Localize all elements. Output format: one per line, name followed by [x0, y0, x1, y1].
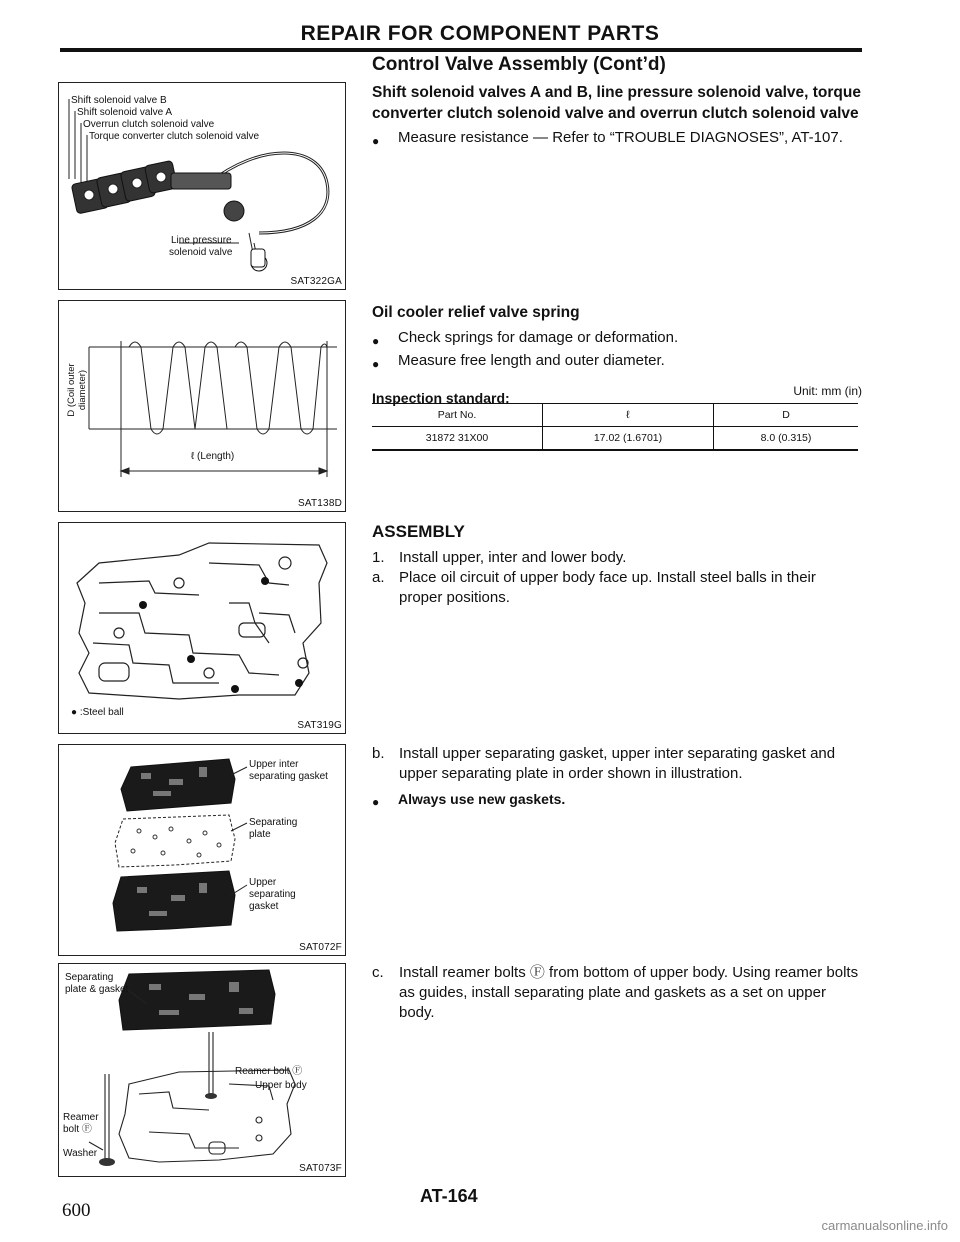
figure-reamer-bolts	[58, 963, 346, 1177]
oil-cooler-bullet-1	[372, 328, 862, 351]
table-cell-part-no: 31872 31X00	[425, 432, 489, 444]
table-header-diameter: D	[714, 404, 859, 427]
step-b-label: b.	[372, 745, 385, 762]
label-line-pressure: Line pressure	[171, 235, 232, 246]
label-coil-outer-diameter: D (Coil outer diameter)	[66, 363, 88, 417]
label-washer: Washer	[63, 1148, 98, 1159]
table-header-length: ℓ	[543, 404, 714, 427]
label-separating-plate: Separating plate	[249, 817, 298, 840]
figure-code: SAT138D	[297, 498, 342, 509]
step-1-text: Install upper, inter and lower body.	[399, 549, 627, 566]
solenoid-bullet-text: Measure resistance — Refer to “TROUBLE DIAGNOSES”, AT-107.	[398, 129, 843, 146]
bullet-dot: ●	[372, 795, 380, 809]
label-shift-solenoid-b: Shift solenoid valve B	[71, 95, 167, 106]
assembly-step-c	[372, 963, 862, 1023]
header-rule	[60, 48, 862, 52]
step-c-text: Install reamer bolts Ⓕ from bottom of upper body. Using reamer bolts as guides, install separating plate and gaskets as a set on upper body.	[399, 964, 859, 1021]
oil-cooler-heading: Oil cooler relief valve spring	[372, 304, 580, 321]
oil-cooler-bullet-1-text: Check springs for damage or deformation.	[398, 329, 679, 346]
label-shift-solenoid-a: Shift solenoid valve A	[77, 107, 173, 118]
watermark: carmanualsonline.info	[821, 1218, 948, 1233]
figure-code: SAT319G	[297, 720, 342, 731]
label-spring-length: ℓ (Length)	[191, 451, 235, 462]
figure-solenoid-valves	[58, 82, 346, 290]
solenoid-heading: Shift solenoid valves A and B, line pressure solenoid valve, torque converter clutch solenoid valve and overrun clutch solenoid valve	[372, 84, 861, 122]
label-upper-separating-gasket: Upper separating gasket	[249, 877, 296, 912]
step-b-text: Install upper separating gasket, upper inter separating gasket and upper separating plate in order shown in illustration.	[399, 745, 836, 782]
step-a-text: Place oil circuit of upper body face up. Install steel balls in their proper positions.	[399, 569, 816, 606]
table-row	[372, 427, 858, 451]
unit-label: Unit: mm (in)	[793, 384, 862, 398]
page-code: AT-164	[420, 1186, 478, 1206]
solenoid-bullet	[372, 128, 862, 151]
label-overrun-clutch-solenoid: Overrun clutch solenoid valve	[83, 119, 215, 130]
spring-illustration	[59, 301, 345, 511]
bullet-dot: ●	[372, 334, 380, 348]
spring-spec-table	[372, 403, 858, 451]
figure-spring-dimensions	[58, 300, 346, 512]
label-line-pressure-solenoid: solenoid valve	[169, 247, 233, 258]
figure-separating-gaskets	[58, 744, 346, 956]
bullet-dot: ●	[372, 357, 380, 371]
assembly-step-b-section	[372, 744, 862, 812]
oil-cooler-bullet-2	[372, 351, 862, 374]
step-c-label: c.	[372, 964, 384, 981]
label-upper-inter-separating-gasket: Upper inter separating gasket	[249, 759, 328, 782]
assembly-step-a	[372, 568, 862, 608]
table-header-row	[372, 404, 858, 427]
oil-cooler-bullet-2-text: Measure free length and outer diameter.	[398, 352, 665, 369]
label-torque-converter-solenoid: Torque converter clutch solenoid valve	[89, 131, 260, 142]
gasket-bullet-text: Always use new gaskets.	[398, 791, 566, 807]
assembly-heading: ASSEMBLY	[372, 522, 465, 541]
figure-steel-balls	[58, 522, 346, 734]
table-cell-diameter: 8.0 (0.315)	[714, 427, 859, 451]
step-1-label: 1.	[372, 549, 385, 566]
solenoid-section	[372, 82, 862, 151]
section-title: Control Valve Assembly (Cont’d)	[372, 54, 666, 75]
step-a-label: a.	[372, 569, 385, 586]
label-reamer-bolt-right: Reamer bolt Ⓕ	[235, 1066, 303, 1077]
bullet-dot: ●	[372, 134, 380, 148]
assembly-step-b	[372, 744, 862, 784]
assembly-step-1	[372, 548, 862, 568]
figure-code: SAT073F	[299, 1163, 342, 1174]
assembly-section	[372, 522, 862, 608]
figure-code: SAT072F	[299, 942, 342, 953]
table-header-part-no: Part No.	[437, 409, 477, 421]
upper-body-oil-circuit-illustration	[59, 523, 345, 733]
table-cell-length: 17.02 (1.6701)	[543, 427, 714, 451]
page-number: 600	[62, 1200, 91, 1221]
label-upper-body: Upper body	[255, 1080, 307, 1091]
label-reamer-bolt-left: Reamer bolt Ⓕ	[63, 1112, 99, 1135]
assembly-step-c-section	[372, 963, 862, 1023]
label-separating-plate-gasket: Separating plate & gasket	[65, 972, 129, 995]
label-steel-ball-legend: ● :Steel ball	[71, 707, 124, 718]
page-header-title: REPAIR FOR COMPONENT PARTS	[300, 22, 660, 45]
inspection-standard-label: Inspection standard:	[372, 390, 510, 406]
figure-code: SAT322GA	[290, 276, 342, 287]
gasket-bullet	[372, 789, 862, 812]
